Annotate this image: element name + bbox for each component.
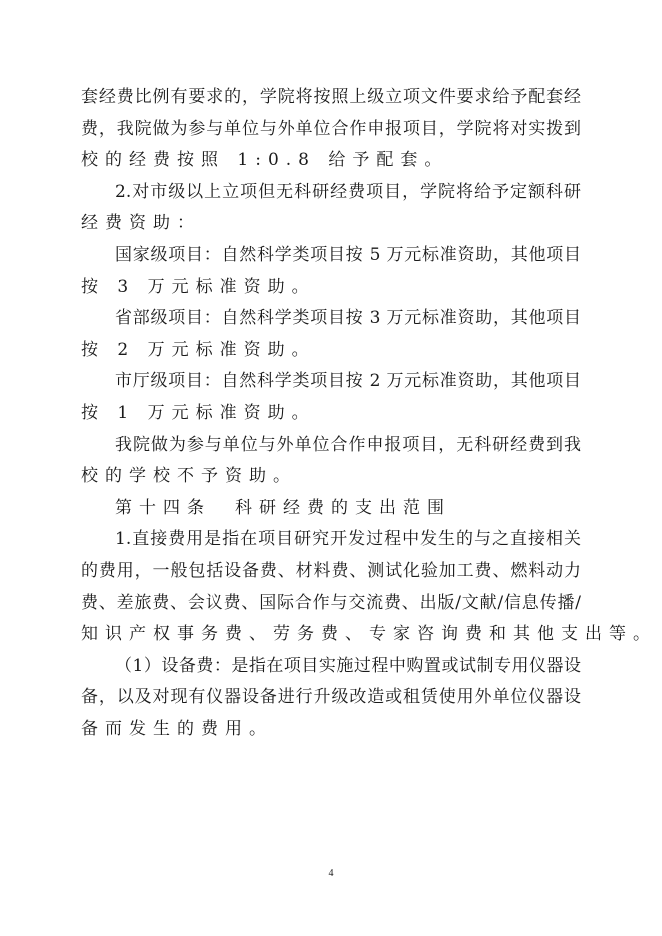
document-body: [81, 82, 657, 745]
text-line: 的费用，一般包括设备费、材料费、测试化验加工费、燃料动力: [81, 560, 581, 581]
text-line: 按 1 万元标准资助。: [81, 402, 316, 423]
text-line: 校的经费按照 1:0.8 给予配套。: [81, 150, 449, 171]
text-line: 费，我院做为参与单位与外单位合作申报项目，学院将对实拨到: [81, 118, 581, 139]
text-line: 按 2 万元标准资助。: [81, 339, 316, 360]
text-line: （1）设备费：是指在项目实施过程中购置或试制专用仪器设: [115, 655, 581, 676]
text-line: 套经费比例有要求的，学院将按照上级立项文件要求给予配套经: [81, 87, 581, 107]
text-line: 备，以及对现有仪器设备进行升级改造或租赁使用外单位仪器设: [81, 687, 581, 708]
text-line: 市厅级项目：自然科学类项目按 2 万元标准资助，其他项目: [115, 371, 581, 392]
text-line: 校的学校不予资助。: [81, 466, 297, 487]
text-line: 按 3 万元标准资助。: [81, 276, 316, 297]
text-line: 费、差旅费、会议费、国际合作与交流费、出版/文献/信息传播/: [81, 592, 581, 613]
text-line: 第十四条 科研经费的支出范围: [115, 497, 451, 518]
text-line: 经费资助：: [81, 213, 201, 234]
text-line: 知识产权事务费、劳务费、专家咨询费和其他支出等。: [81, 624, 657, 645]
page-number: 4: [328, 868, 334, 879]
text-line: 省部级项目：自然科学类项目按 3 万元标准资助，其他项目: [115, 308, 581, 329]
text-line: 我院做为参与单位与外单位合作申报项目，无科研经费到我: [115, 434, 581, 455]
text-line: 2.对市级以上立项但无科研经费项目，学院将给予定额科研: [115, 181, 581, 202]
text-line: 备而发生的费用。: [81, 718, 273, 739]
text-line: 1.直接费用是指在项目研究开发过程中发生的与之直接相关: [115, 529, 581, 550]
text-line: 国家级项目：自然科学类项目按 5 万元标准资助，其他项目: [115, 244, 581, 265]
